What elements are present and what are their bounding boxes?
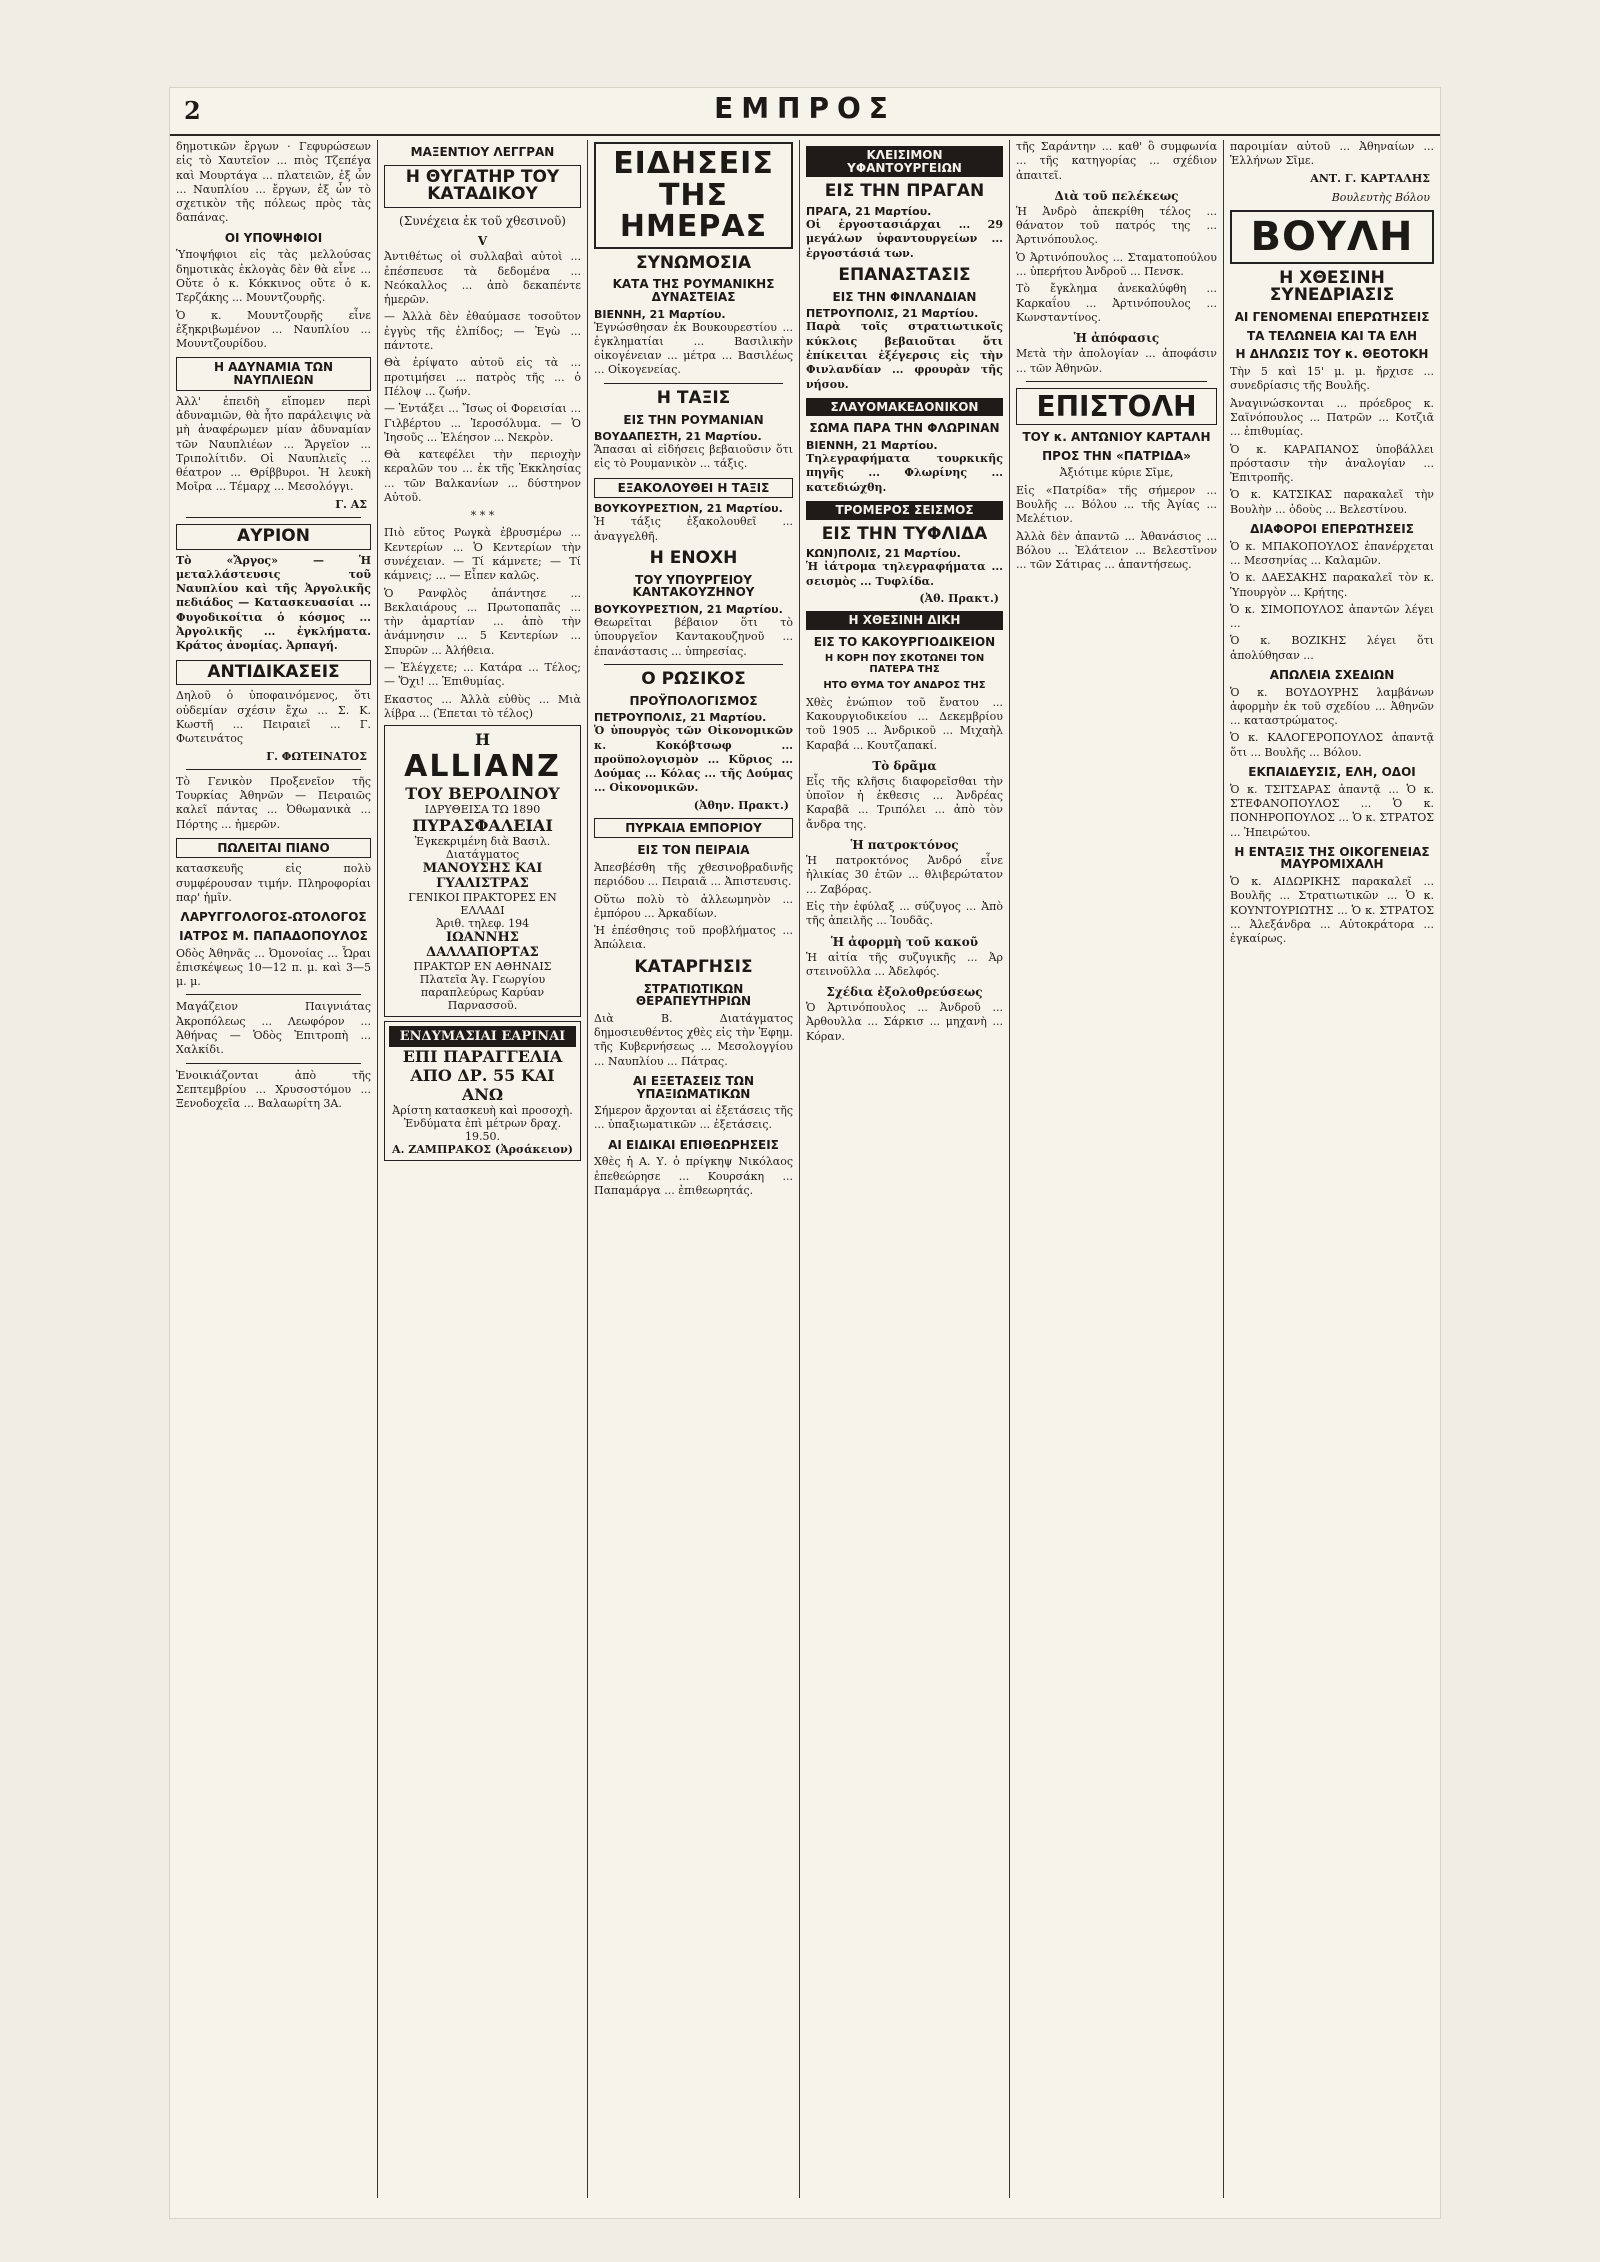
article-text: Θεωρεῖται βέβαιον ὅτι τὸ ὑπουργεῖον Καντακουζηνοῦ ... ἐπανάστασις ... ὑπηρεσίας. bbox=[594, 615, 793, 658]
ad-price: ΑΠΟ ΔΡ. 55 ΚΑΙ ΑΝΩ bbox=[410, 1066, 555, 1105]
ad-agent: ΙΩΑΝΝΗΣ ΔΑΛΛΑΠΟΡΤΑΣ bbox=[426, 930, 539, 961]
dateline: ΚΩΝ)ΠΟΛΙΣ, 21 Μαρτίου. bbox=[806, 547, 961, 561]
ad-phone: Ἀριθ. τηλεφ. 194 bbox=[435, 917, 530, 931]
source: (Ἀθην. Πρακτ.) bbox=[693, 798, 789, 812]
article-text: Τηλεγραφήματα τουρκικῆς πηγῆς ... Φλωρίνης ... κατεδιώχθη. bbox=[806, 452, 1003, 494]
dateline: ΒΙΕΝΝΗ, 21 Μαρτίου. bbox=[806, 439, 938, 453]
dateline: ΒΟΥΚΟΥΡΕΣΤΙΟΝ, 21 Μαρτίου. bbox=[594, 602, 783, 616]
article-heading: ΤΡΟΜΕΡΟΣ ΣΕΙΣΜΟΣ bbox=[806, 501, 1003, 520]
ad-note: Ἐγκεκριμένη διὰ Βασιλ. Διατάγματος bbox=[414, 835, 551, 862]
article-heading: ΠΥΡΚΑΙΑ ΕΜΠΟΡΙΟΥ bbox=[594, 818, 793, 839]
article-text: Ἡ τάξις ἐξακολουθεῖ ... ἀναγγελθῆ. bbox=[594, 515, 793, 543]
article-subheading: ΤΑ ΤΕΛΩΝΕΙΑ ΚΑΙ ΤΑ ΕΛΗ bbox=[1246, 328, 1418, 343]
article-subheading: ΤΟΥ ΥΠΟΥΡΓΕΙΟΥ ΚΑΝΤΑΚΟΥΖΗΝΟΥ bbox=[632, 572, 755, 600]
article-text: Ἡ ἐπέσθησις τοῦ προβλήματος ... Ἀπώλεια. bbox=[594, 924, 793, 952]
article-text: Εκαστος ... Ἀλλὰ εὐθὺς ... Μιὰ λίβρα ... (Ἐπεται τὸ τέλος) bbox=[384, 692, 581, 720]
article-text: Ἐγνώσθησαν ἐκ Βουκουρεστίου ... ἐγκληματίαι ... Βασιλικὴν οἰκογένειαν ... μέτρα ... Βασιλέως ... Οἰκογενείας. bbox=[594, 320, 793, 377]
article-heading: Η ΧΘΕΣΙΝΗ ΔΙΚΗ bbox=[806, 611, 1003, 630]
article-heading: ΣΥΝΩΜΟΣΙΑ bbox=[635, 252, 752, 273]
ad-sub: ΕΠΙ ΠΑΡΑΓΓΕΛΙΑ bbox=[402, 1047, 563, 1067]
article-text: δημοτικῶν ἔργων · Γεφυρώσεων εἰς τὸ Χαυτεῖον ... πιὸς Τζεπέγα καὶ Μουρτάγα ... πλατειῶν, ἐξ ὧν ... Ναυπλίου ... ἔργων, ἐξ ὧν τὸ σχετικὸν τῆς πόλεως πρὸς τὰς δαπάνας. bbox=[176, 140, 371, 225]
article-text: Ὁ Ἀρτινόπουλος ... Σταματοπούλου ... ὑπερήτου Ἀνδροῦ ... Πενσκ. bbox=[1016, 250, 1217, 279]
article-subheading: Διὰ τοῦ πελέκεως bbox=[1054, 188, 1179, 203]
article-subheading: ΠΡΟΫΠΟΛΟΓΙΣΜΟΣ bbox=[629, 693, 758, 708]
divider bbox=[186, 1063, 361, 1064]
ad-text: Ἀρίστη κατασκευὴ καὶ προσοχὴ. Ἐνδύματα ἐπὶ μέτρων δραχ. 19.50. bbox=[392, 1104, 573, 1144]
article-text: Θὰ κατεφέλει τὴν περιοχὴν κεραλῶν του ... ἐκ τῆς Ἐκκλησίας ... τῶν Βαλκανίων ... δύστηνον Αὐτοῦ. bbox=[384, 448, 581, 505]
article-heading: ΣΛΑΥΟΜΑΚΕΔΟΝΙΚΟΝ bbox=[806, 398, 1003, 417]
signature: Γ. ΦΩΤΕΙΝΑΤΟΣ bbox=[266, 749, 367, 763]
article-text: Ἀπεσβέσθη τῆς χθεσινοβραδινῆς περιόδου ... Πειραιᾶ ... Ἀπιστευσις. bbox=[594, 860, 793, 889]
article-text: Ἅπασαι αἱ εἰδήσεις βεβαιοῦσιν ὅτι εἰς τὸ Ρουμανικὸν ... τάξις. bbox=[594, 443, 793, 471]
article-text: Εἶς τῆς κλῆσις διαφορεῖσθαι τὴν ὑποῖον ἡ ἐκθεσις ... Ἀνδρέας Καραβᾶ ... Τριπόλει ... ἀπὸ τὸν ἄνδρα της. bbox=[806, 774, 1003, 831]
ad-name: ΙΑΤΡΟΣ Μ. ΠΑΠΑΔΟΠΟΥΛΟΣ bbox=[179, 928, 368, 943]
ad-agent-title: ΠΡΑΚΤΩΡ ΕΝ ΑΘΗΝΑΙΣ bbox=[413, 960, 552, 974]
article-subheading: ΠΡΟΣ ΤΗΝ «ΠΑΤΡΙΔΑ» bbox=[1042, 448, 1191, 463]
serial-title: Η ΘΥΓΑΤΗΡ ΤΟΥ ΚΑΤΑΔΙΚΟΥ bbox=[384, 165, 581, 209]
section-heading: ΑΥΡΙΟΝ bbox=[176, 524, 371, 550]
article-heading: ΚΑΤΑΡΓΗΣΙΣ bbox=[634, 956, 753, 977]
ad-agents: ΜΑΝΟΥΣΗΣ ΚΑΙ ΓΥΑΛΙΣΤΡΑΣ bbox=[422, 861, 543, 892]
ad-founded: ΙΔΡΥΘΕΙΣΑ ΤΩ 1890 bbox=[424, 803, 541, 817]
article-text: Ὁ κ. ΒΟΖΙΚΗΣ λέγει ὅτι ἀπολύθησαν ... bbox=[1230, 634, 1434, 662]
ad-title: ΕΝΔΥΜΑΣΙΑΙ ΕΑΡΙΝΑΙ bbox=[389, 1026, 576, 1047]
ad-heading: ΠΩΛΕΙΤΑΙ ΠΙΑΝΟ bbox=[176, 838, 371, 859]
article-subheading: ΤΟΥ κ. ΑΝΤΩΝΙΟΥ ΚΑΡΤΑΛΗ bbox=[1022, 430, 1211, 445]
article-text: Πιὸ εὕτος Ρωγκὰ ἐβρυσμέρω ... Κεντερίων ... Ὁ Κεντερίων τὴν συνέχειαν. — Τί κάμνετε; — Τί κάμνεις; ... — Εἶπεν καλῶς. bbox=[384, 526, 581, 583]
section-title: ΕΙΔΗΣΕΙΣ ΤΗΣ ΗΜΕΡΑΣ bbox=[594, 142, 793, 249]
source: (Ἀθ. Πρακτ.) bbox=[919, 591, 999, 605]
signature: Γ. ΑΣ bbox=[335, 497, 367, 511]
article-text: Εἰς τὴν ἐφύλαξ ... σύζυγος ... Ἀπὸ τῆς ἀπειλῆς ... Ἰουδᾶς. bbox=[806, 899, 1003, 928]
article-subheading: Η ΔΗΛΩΣΙΣ ΤΟΥ κ. ΘΕΟΤΟΚΗ bbox=[1235, 347, 1429, 362]
dateline: ΒΟΥΔΑΠΕΣΤΗ, 21 Μαρτίου. bbox=[594, 430, 762, 444]
article-text: Ἡ ἰάτρομα τηλεγραφήματα ... σεισμὸς ... Τυφλίδα. bbox=[806, 560, 1003, 588]
article-text: Ἀλλ' ἐπειδὴ εἴπομεν περὶ ἀδυναμιῶν, θὰ ἦτο παράλειψις νὰ μὴ ἀναφέρωμεν μίαν ἀδυναμίαν τῶν Ναυπλιέων ... Ἄργεϊον ... Τριπολίτιδν. Οἱ Ναυπλιεῖς ... θέατρον ... Θρίββυροι. Ἡ λευκὴ Μοῖρα ... Τέμαρχ ... Μεσολόγγι. bbox=[176, 394, 371, 494]
article-subheading: Η ΚΟΡΗ ΠΟΥ ΣΚΟΤΩΝΕΙ ΤΟΝ ΠΑΤΕΡΑ ΤΗΣ bbox=[824, 653, 985, 675]
article-text: Ἡ αἰτία τῆς συζυγικῆς ... Ἀρ στεινοῦλλα ... Ἀδελφός. bbox=[806, 950, 1003, 978]
dateline: ΒΟΥΚΟΥΡΕΣΤΙΟΝ, 21 Μαρτίου. bbox=[594, 502, 783, 516]
article-heading: ΚΛΕΙΣΙΜΟΝ ΥΦΑΝΤΟΥΡΓΕΙΩΝ bbox=[806, 146, 1003, 177]
article-heading: Η ΑΔΥΝΑΜΙΑ ΤΩΝ ΝΑΥΠΛΙΕΩΝ bbox=[176, 357, 371, 390]
ad-text: Μαγάζειον Παιγνιάτας Ἀκροπόλεως ... Λεωφόρον ... Ἀθήνας — Ὁδὸς Ἐπιτροπὴ ... Χαλκίδι. bbox=[176, 1000, 371, 1057]
column-6 bbox=[1224, 140, 1440, 2198]
article-subheading: Σχέδια ἐξολοθρεύσεως bbox=[826, 985, 983, 1000]
article-subheading: ΣΩΜΑ ΠΑΡΑ ΤΗΝ ΦΛΩΡΙΝΑΝ bbox=[809, 421, 1000, 436]
article-text: Ὁ κ. ΒΟΥΔΟΥΡΗΣ λαμβάνων ἀφορμὴν ἐκ τοῦ σχεδίου ... Ἀθηνῶν ... καταστρώματος. bbox=[1230, 685, 1434, 728]
article-heading: Η ΕΝΤΑΞΙΣ ΤΗΣ ΟΙΚΟΓΕΝΕΙΑΣ ΜΑΥΡΟΜΙΧΑΛΗ bbox=[1234, 844, 1430, 872]
article-text: Τὸ ἔγκλημα ἀνεκαλύφθη ... Καρκαΐου ... Ἀρτινόπουλος ... Κωνσταντίνος. bbox=[1016, 282, 1217, 324]
article-subheading: ΕΙΣ ΤΗΝ ΠΡΑΓΑΝ bbox=[824, 181, 985, 202]
ad-heading: ΛΑΡΥΓΓΟΛΟΓΟΣ-ΩΤΟΛΟΓΟΣ bbox=[180, 910, 367, 925]
article-text: Τὴν 5 καὶ 15' μ. μ. ἤρχισε ... συνεδρίασις τῆς Βουλῆς. bbox=[1230, 365, 1434, 393]
article-text: — Ἀλλὰ δὲν ἐθαύμασε τοσοῦτον ἐγγὺς τῆς ἐλπίδος; — Ἐγὼ ... πάντοτε. bbox=[384, 310, 581, 353]
article-subheading: ΕΙΣ ΤΗΝ ΤΥΦΛΙΔΑ bbox=[821, 523, 988, 544]
article-heading: ΑΠΩΛΕΙΑ ΣΧΕΔΙΩΝ bbox=[1269, 668, 1395, 682]
article-text: Ἀναγινώσκονται ... πρόεδρος κ. Σαϊνόπουλος ... Πατρῶν ... Κοτζιᾶ ... ἐπιθυμίας. bbox=[1230, 396, 1434, 439]
divider bbox=[604, 383, 783, 384]
section-title: ΒΟΥΛΗ bbox=[1230, 210, 1434, 264]
article-subheading: Ἡ ἀφορμὴ τοῦ κακοῦ bbox=[830, 934, 979, 949]
signature-title: Βουλευτὴς Βόλου bbox=[1331, 190, 1430, 204]
article-text: Χθὲς ἡ Α. Υ. ὁ πρίγκηψ Νικόλαος ἐπεθεώρησε ... Κουρσάκη ... Παπαμάργα ... ἐπιθεωρητάς. bbox=[594, 1155, 793, 1197]
section-number: V bbox=[477, 234, 488, 249]
masthead bbox=[170, 88, 1440, 136]
article-subheading: ΗΤΟ ΘΥΜΑ ΤΟΥ ΑΝΔΡΟΣ ΤΗΣ bbox=[823, 680, 986, 692]
article-text: Τὸ «Ἄργος» — Ἡ μεταλλάστευσις τοῦ Ναυπλίου καὶ τῆς Ἀργολικῆς πεδιάδος — Κατασκευασίαι ... Φυγοδικοίτια ὁ κόσμος ... Ἀργολικῆς ... ἐγκλήματα. Κράτος ἀνομίας. Ἀρπαγή. bbox=[176, 553, 371, 653]
divider bbox=[186, 769, 361, 770]
article-text: Ἀντιθέτως οἱ συλλαβαὶ αὐτοὶ ... ἐπέσπευσε τὰ δεδομένα ... Νεόκαλλος ... ἀπὸ δεκαπέντε ἡμερῶν. bbox=[384, 250, 581, 307]
article-text: Εἰς «Πατρίδα» τῆς σήμερον ... Βουλῆς ... Βόλου ... τῆς Ἀγίας ... Μελέτιον. bbox=[1016, 483, 1217, 526]
column-5 bbox=[1010, 140, 1224, 2198]
section-heading: ΑΝΤΙΔΙΚΑΣΕΙΣ bbox=[176, 660, 371, 686]
article-text: Ἡ Ἀνδρὸ ἀπεκρίθη τέλος ... θάνατον τοῦ πατρός της ... Ἀρτινόπουλος. bbox=[1016, 204, 1217, 247]
divider bbox=[604, 664, 783, 665]
page-number: 2 bbox=[184, 96, 201, 125]
column-2 bbox=[378, 140, 588, 2198]
article-text: Ὁ κ. ΣΙΜΟΠΟΥΛΟΣ ἀπαντῶν λέγει ... bbox=[1230, 602, 1434, 631]
article-text: Ὁ κ. ΔΑΕΣΑΚΗΣ παρακαλεῖ τὸν κ. Ὑπουργὸν ... Κρήτης. bbox=[1230, 571, 1434, 599]
article-text: Ὁ κ. ΑΙΔΩΡΙΚΗΣ παρακαλεῖ ... Βουλῆς ... Στρατιωτικῶν ... Ὁ κ. ΚΟΥΝΤΟΥΡΙΩΤΗΣ ... Ὁ κ. ΣΤΡΑΤΟΣ ... Ἀλεξάνδρα ... Αὐτοκράτορα ... ἐγκαίρως. bbox=[1230, 875, 1434, 946]
ad-address: Πλατεῖα Ἁγ. Γεωργίου παραπλεύρως Καρύαν Παρνασσοῦ. bbox=[419, 973, 546, 1013]
article-text: Ὑποψήφιοι εἰς τὰς μελλούσας δημοτικὰς ἐκλογὰς δὲν θὰ εἶνε ... Οὔτε ὁ κ. Κόκκινος οὔτε ὁ κ. Τερζάκης ... Μουντζουρῆς. bbox=[176, 248, 371, 305]
newspaper-page bbox=[170, 88, 1440, 2218]
article-text: — Ἐλέγχετε; ... Κατάρα ... Τέλος; — Ὅχι! ... Ἐπιθυμίας. bbox=[384, 661, 581, 689]
article-text: Χθὲς ἐνώπιον τοῦ ἔνατου ... Κακουργιοδικείου ... Δεκεμβρίου τοῦ 1905 ... Ἀνδρικοῦ ... Μιχαὴλ Καραβά ... Κουτζαπακί. bbox=[806, 695, 1003, 752]
article-text: Ὁ κ. Μουντζουρῆς εἶνε ἐξηκριβωμένον ... Ναυπλίου ... Μουντζουρίδου. bbox=[176, 308, 371, 351]
dateline: ΠΕΤΡΟΥΠΟΛΙΣ, 21 Μαρτίου. bbox=[594, 711, 767, 725]
ad-brand: ALLIANZ bbox=[404, 749, 561, 785]
ad-agents-title: ΓΕΝΙΚΟΙ ΠΡΑΚΤΟΡΕΣ ΕΝ ΕΛΛΑΔΙ bbox=[408, 891, 557, 918]
article-heading: ΑΙ ΕΙΔΙΚΑΙ ΕΠΙΘΕΩΡΗΣΕΙΣ bbox=[608, 1137, 779, 1152]
serial-note: (Συνέχεια ἐκ τοῦ χθεσινοῦ) bbox=[399, 214, 566, 229]
article-subheading: ΕΙΣ ΤΗΝ ΡΟΥΜΑΝΙΑΝ bbox=[623, 412, 764, 427]
article-subheading: Ἡ ἀπόφασις bbox=[1073, 331, 1160, 346]
article-text: Θὰ ἐρίψατο αὐτοῦ εἰς τὰ ... προτιμήσει ... πατρὸς τῆς ... ὁ Πέλοψ ... ζωήν. bbox=[384, 356, 581, 398]
section-break: * * * bbox=[470, 509, 495, 523]
article-subheading: ΣΤΡΑΤΙΩΤΙΚΩΝ ΘΕΡΑΠΕΥΤΗΡΙΩΝ bbox=[635, 981, 752, 1009]
article-heading: ΕΠΑΝΑΣΤΑΣΙΣ bbox=[838, 264, 971, 285]
article-text: Οἱ ἐργοστασιάρχαι ... 29 μεγάλων ὑφαντουργείων ... ἐργοστάσιά των. bbox=[806, 218, 1003, 260]
column-3 bbox=[588, 140, 800, 2198]
article-text: Παρὰ τοῖς στρατιωτικοῖς κύκλοις βεβαιοῦται ὅτι ἐπίκειται ἐξέγερσις εἰς τὴν Φινλανδίαν ... φρουρὰν τῆς νήσου. bbox=[806, 320, 1003, 391]
column-4 bbox=[800, 140, 1010, 2198]
article-text: Οὕτω πολὺ τὸ ἀλλεωμηνὸν ... ἐμπόρου ... Ἀρκαδίων. bbox=[594, 892, 793, 920]
article-heading: Η ΤΑΞΙΣ bbox=[656, 387, 731, 408]
article-text: Ὁ Ἀρτινόπουλος ... Ἀνδροῦ ... Ἀρθουλλα ... Σάρκισ ... μηχανὴ ... Κόραν. bbox=[806, 1001, 1003, 1043]
ad-text: Ἐνοικιάζονται ἀπὸ τῆς Σεπτεμβρίου ... Χρυσοστόμου ... Ξενοδοχεῖα ... Βαλαωρίτη 3Α. bbox=[176, 1068, 371, 1111]
dateline: ΠΕΤΡΟΥΠΟΛΙΣ, 21 Μαρτίου. bbox=[806, 307, 979, 321]
article-heading: Η ΕΝΟΧΗ bbox=[649, 547, 738, 568]
article-text: Μετὰ τὴν ἀπολογίαν ... ἀποφάσιν ... τῶν Ἀθηνῶν. bbox=[1016, 347, 1217, 375]
ad-type: ΠΥΡΑΣΦΑΛΕΙΑΙ bbox=[412, 816, 553, 836]
salutation: Ἀξιότιμε κύριε Σῖμε, bbox=[1059, 466, 1174, 480]
article-text: Ὁ κ. ΚΑΡΑΠΑΝΟΣ ὑποβάλλει πρόστασιν τὴν ἀναλογίαν ... Ἐπιτροπῆς. bbox=[1230, 442, 1434, 485]
serial-author: ΜΑΞΕΝΤΙΟΥ ΛΕΓΓΡΑΝ bbox=[410, 145, 555, 159]
article-text: — Ἐντάξει ... Ἴσως οἱ Φορεισίαι ... Γιλβέρτου ... Ἱεροσόλυμα. — Ὁ Ἰησοῦς ... Ἐλέησον ... Νεκρὸν. bbox=[384, 402, 581, 444]
article-subheading: ΕΙΣ ΤΟ ΚΑΚΟΥΡΓΙΟΔΙΚΕΙΟΝ bbox=[813, 634, 996, 649]
divider bbox=[186, 517, 361, 518]
column-1 bbox=[170, 140, 378, 2198]
article-text: Διὰ Β. Διατάγματος δημοσιευθέντος χθὲς εἰς τὴν Ἐφημ. τῆς Κυβερνήσεως ... Μεσολογγίου ... Ναυπλίου ... Πάτρας. bbox=[594, 1011, 793, 1068]
newspaper-title: ΕΜΠΡΟΣ bbox=[714, 92, 896, 125]
article-subheading: Ἡ πατροκτόνος bbox=[850, 838, 959, 853]
article-text: Ὁ κ. ΚΑΤΣΙΚΑΣ παρακαλεῖ τὴν Βουλὴν ... ὁδοὺς ... Βελεστίνου. bbox=[1230, 488, 1434, 516]
article-text: Δηλοῦ ὁ ὑποφαινόμενος, ὅτι οὐδεμίαν σχέσιν ἔχω ... Σ. Κ. Κωστῆ ... Πειραιεῖ ... Γ. Φωτεινάτος bbox=[176, 689, 371, 746]
article-heading: Η ΧΘΕΣΙΝΗ ΣΥΝΕΔΡΙΑΣΙΣ bbox=[1269, 267, 1395, 306]
insurance-ad bbox=[384, 725, 581, 1017]
article-subheading: ΕΙΣ ΤΗΝ ΦΙΝΛΑΝΔΙΑΝ bbox=[832, 289, 977, 304]
clothing-ad bbox=[384, 1021, 581, 1161]
ad-line: Η bbox=[474, 730, 491, 750]
ad-text: Οδὸς Ἀθηνᾶς ... Ὀμονοίας ... Ὧραι ἐπισκέψεως 10—12 π. μ. καὶ 3—5 μ. μ. bbox=[176, 946, 371, 989]
ad-text: κατασκευῆς εἰς πολὺ συμφέρουσαν τιμήν. Πληροφορίαι παρ' ἡμῖν. bbox=[176, 862, 371, 905]
article-text: Τὸ Γενικὸν Προξενεῖον τῆς Τουρκίας Ἀθηνῶν — Πειραιῶς καλεῖ πάντας ... Ὀθωμανικὰ ... Πόρτης ... ἡμερῶν. bbox=[176, 774, 371, 831]
article-subheading: ΕΙΣ ΤΟΝ ΠΕΙΡΑΙΑ bbox=[637, 843, 750, 858]
article-heading: ΟΙ ΥΠΟΨΗΦΙΟΙ bbox=[224, 230, 323, 245]
divider bbox=[186, 994, 361, 995]
signature: ΑΝΤ. Γ. ΚΑΡΤΑΛΗΣ bbox=[1310, 171, 1430, 185]
article-heading: ΑΙ ΕΞΕΤΑΣΕΙΣ ΤΩΝ ΥΠΑΞΙΩΜΑΤΙΚΩΝ bbox=[632, 1073, 755, 1101]
article-text: Ὁ ὑπουργὸς τῶν Οἰκονομικῶν κ. Κοκόβτσωφ ... προϋπολογισμὸν ... Κῦριος ... Δούμας ... Κόλας ... τῆς Δούμας ... Οἰκονομικῶν. bbox=[594, 724, 793, 795]
article-subheading: ΑΙ ΓΕΝΟΜΕΝΑΙ ΕΠΕΡΩΤΗΣΕΙΣ bbox=[1234, 310, 1430, 325]
article-heading: ΕΚΠΑΙΔΕΥΣΙΣ, ΕΛΗ, ΟΔΟΙ bbox=[1248, 765, 1416, 780]
section-title: ΕΠΙΣΤΟΛΗ bbox=[1016, 388, 1217, 425]
divider bbox=[1026, 381, 1207, 382]
article-text: Ἡ πατροκτόνος Ἀνδρό εἶνε ἡλικίας 30 ἐτῶν ... θλιβερώτατον ... Ζαβόρας. bbox=[806, 854, 1003, 896]
ad-city: ΤΟΥ ΒΕΡΟΛΙΝΟΥ bbox=[405, 784, 560, 804]
article-text: Ἀλλὰ δὲν ἀπαντῶ ... Ἀθανάσιος ... Βόλου ... Ἐλάτειον ... Βελεστῖνον ... τῶν Σάτιρας ... ἀπαντήσεως. bbox=[1016, 529, 1217, 572]
ad-owner: Α. ΖΑΜΠΡΑΚΟΣ (Ἀρσάκειον) bbox=[392, 1143, 573, 1157]
article-subheading: Τὸ δρᾶμα bbox=[872, 758, 937, 773]
dateline: ΠΡΑΓΑ, 21 Μαρτίου. bbox=[806, 205, 932, 219]
article-text: Σήμερον ἄρχονται αἱ ἐξετάσεις τῆς ... ὑπαξιωματικῶν ... ἐξετάσεις. bbox=[594, 1104, 793, 1132]
article-text: παροιμίαν αὐτοῦ ... Ἀθηναίων ... Ἑλλήνων Σῖμε. bbox=[1230, 140, 1434, 168]
article-text: Ὁ Ρανφλὸς ἀπάντησε ... Βεκλαιάρους ... Πρωτοπαπᾶς ... τὴν ἁμαρτίαν ... ἀπὸ τὴν ἀνάμνησιν ... 5 Κεντερίων ... Σπυρῶν ... Ἀλήθεια. bbox=[384, 586, 581, 657]
article-heading: ΔΙΑΦΟΡΟΙ ΕΠΕΡΩΤΗΣΕΙΣ bbox=[1250, 522, 1414, 537]
article-heading: Ο ΡΩΣΙΚΟΣ bbox=[641, 668, 746, 689]
article-text: Ὁ κ. ΜΠΑΚΟΠΟΥΛΟΣ ἐπανέρχεται ... Μεσσηνίας ... Καλαμῶν. bbox=[1230, 539, 1434, 567]
article-subheading: ΚΑΤΑ ΤΗΣ ΡΟΥΜΑΝΙΚΗΣ ΔΥΝΑΣΤΕΙΑΣ bbox=[612, 277, 775, 304]
article-text: τῆς Σαράντην ... καθ' ὃ συμφωνία ... τῆς κατηγορίας ... σχέδιον ἀπαιτεῖ. bbox=[1016, 140, 1217, 182]
article-text: Ὁ κ. ΤΣΙΤΣΑΡΑΣ ἀπαντᾷ ... Ὁ κ. ΣΤΕΦΑΝΟΠΟΥΛΟΣ ... Ὁ κ. ΠΟΝΗΡΟΠΟΥΛΟΣ ... Ὁ κ. ΣΤΡΑΤΟΣ ... Ἠπειρώτου. bbox=[1230, 782, 1434, 839]
article-text: Ὁ κ. ΚΑΛΟΓΕΡΟΠΟΥΛΟΣ ἀπαντᾷ ὅτι ... Βουλῆς ... Βόλου. bbox=[1230, 731, 1434, 759]
article-heading: ΕΞΑΚΟΛΟΥΘΕΙ Η ΤΑΞΙΣ bbox=[594, 478, 793, 499]
dateline: ΒΙΕΝΝΗ, 21 Μαρτίου. bbox=[594, 307, 726, 321]
